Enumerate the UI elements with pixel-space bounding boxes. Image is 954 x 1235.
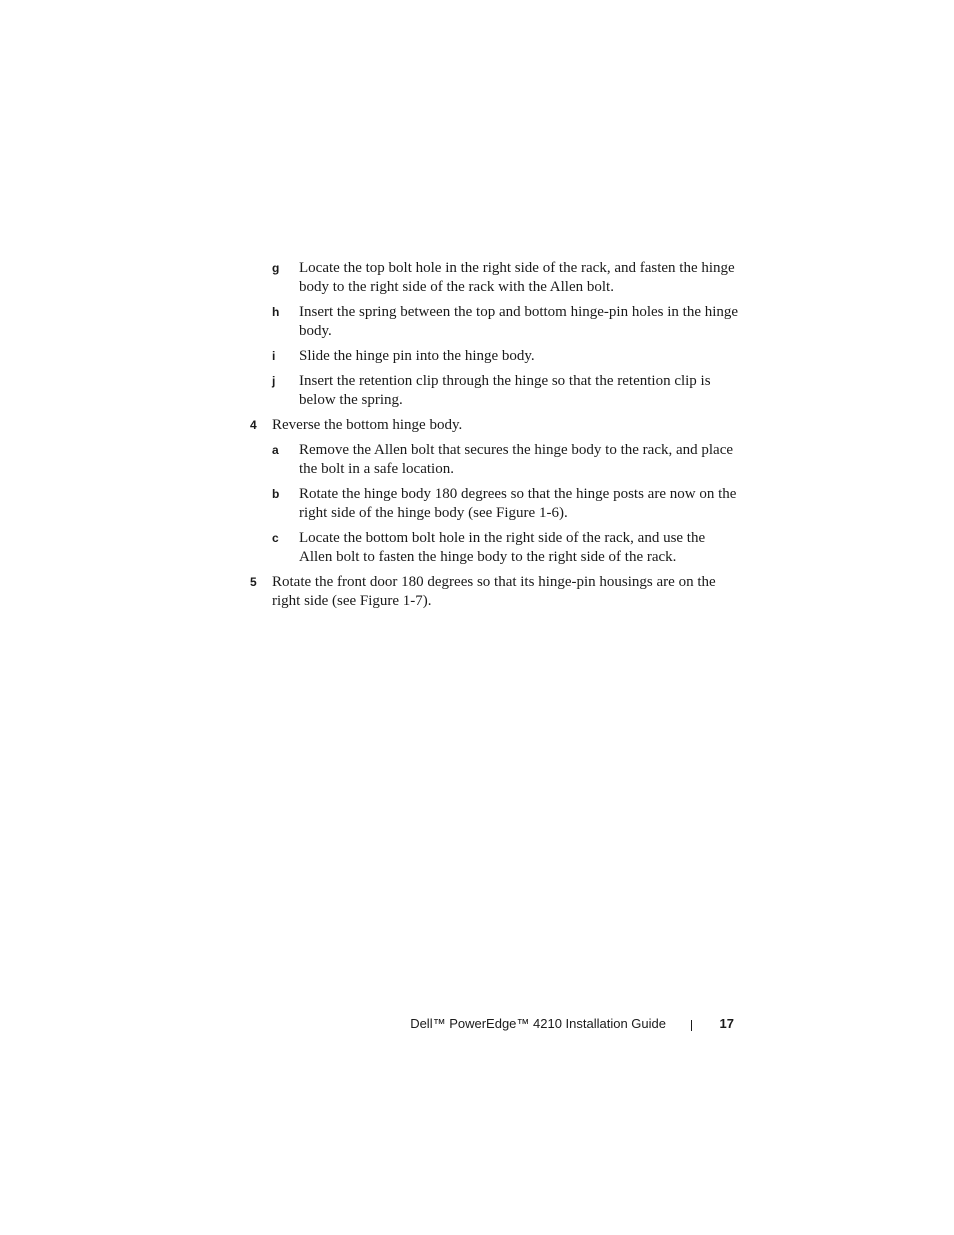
step-text: Insert the retention clip through the hinge so that the retention clip is below the spring. [299,373,711,408]
step-4 [250,416,740,435]
step-marker: 4 [250,418,257,432]
page-number: 17 [719,1016,734,1031]
step-text: Remove the Allen bolt that secures the hinge body to the rack, and place the bolt in a safe location. [299,442,734,477]
instruction-list [250,259,740,617]
substep-c [250,529,740,567]
step-text: Reverse the bottom hinge body. [272,417,463,433]
step-text: Insert the spring between the top and bottom hinge-pin holes in the hinge body. [299,304,739,339]
step-marker: h [272,305,280,319]
step-marker: a [272,443,279,457]
step-text: Rotate the front door 180 degrees so that its hinge-pin housings are on the right side (see Figure 1-7). [272,574,716,609]
substep-h [250,303,740,341]
substep-i [250,347,740,366]
footer-separator [691,1020,692,1031]
step-marker: i [272,349,276,363]
substep-a [250,441,740,479]
step-marker: g [272,261,280,275]
step-text: Slide the hinge pin into the hinge body. [299,348,535,364]
substep-b [250,485,740,523]
step-marker: b [272,487,280,501]
step-marker: c [272,531,279,545]
step-text: Rotate the hinge body 180 degrees so that the hinge posts are now on the right side of the hinge body (see Figure 1-6). [299,486,737,521]
step-text: Locate the bottom bolt hole in the right side of the rack, and use the Allen bolt to fasten the hinge body to the right side of the rack. [299,530,706,565]
step-marker: j [272,374,276,388]
step-5 [250,573,740,611]
substep-j [250,372,740,410]
step-text: Locate the top bolt hole in the right side of the rack, and fasten the hinge body to the right side of the rack with the Allen bolt. [299,260,735,295]
substep-g [250,259,740,297]
step-marker: 5 [250,575,257,589]
footer-title: Dell™ PowerEdge™ 4210 Installation Guide [410,1016,666,1031]
